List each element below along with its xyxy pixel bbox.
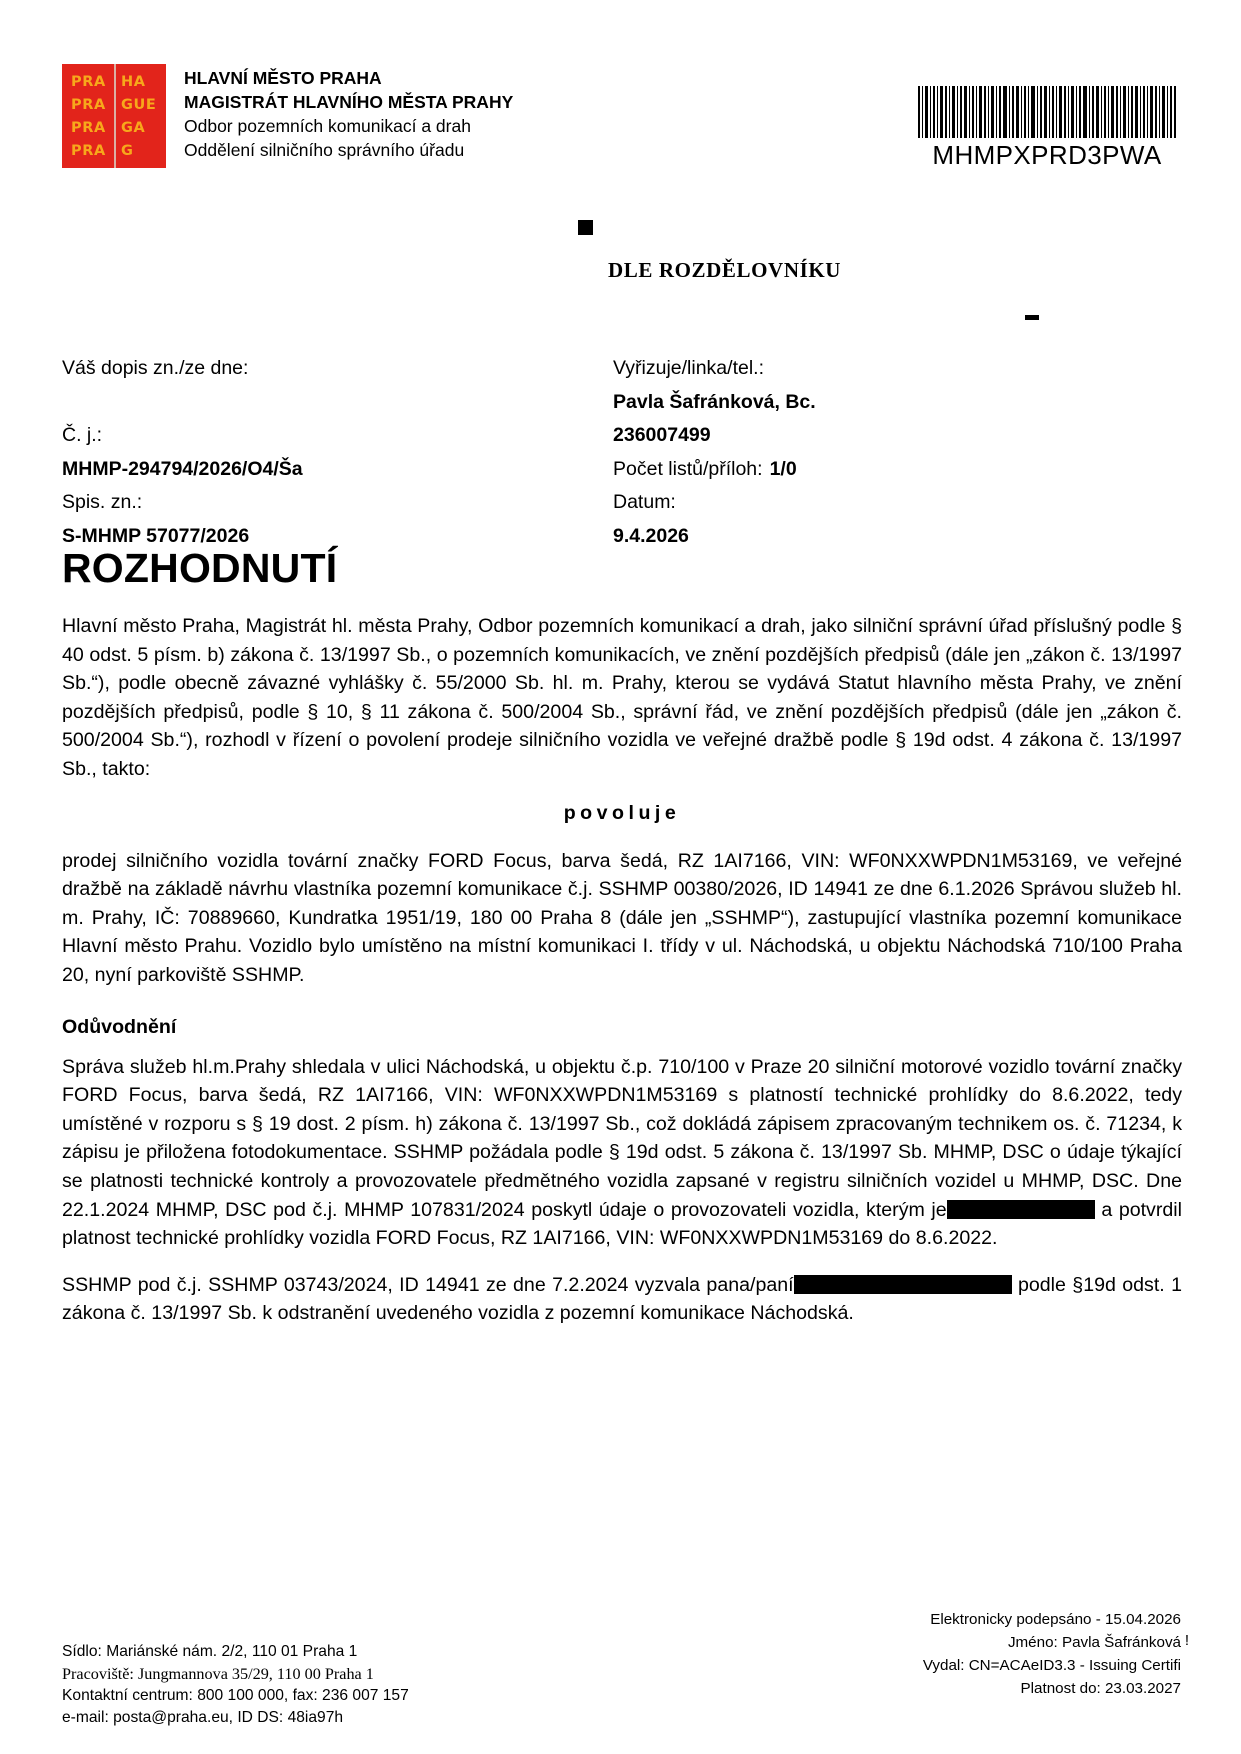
- reasoning-heading: Odůvodnění: [62, 1015, 177, 1038]
- document-footer: [62, 1641, 622, 1729]
- logo-text-left: PRA: [71, 142, 106, 159]
- paragraph-intro: Hlavní město Praha, Magistrát hl. města Prahy, Odbor pozemních komunikací a drah, jako silniční správní úřad příslušný podle § 40 odst. 5 písm. b) zákona č. 13/1997 Sb., o pozemních komunikacích, ve znění pozdějších předpisů (dále jen „zákon č. 13/1997 Sb.“), podle obecně závazné vyhlášky č. 55/2000 Sb. hl. m. Prahy, kterou se vydává Statut hlavního města Prahy, ve znění pozdějších předpisů, podle § 10, § 11 zákona č. 500/2004 Sb., správní řád, ve znění pozdějších předpisů (dále jen „zákon č. 500/2004 Sb.“), rozhodl v řízení o povolení prodeje silničního vozidla ve veřejné dražbě podle § 19d odst. 4 zákona č. 13/1997 Sb., takto:: [62, 615, 1182, 780]
- barcode-icon: [918, 86, 1176, 138]
- barcode-block: [912, 86, 1182, 171]
- address-marker-dash: [1025, 315, 1039, 320]
- paragraph-ruling: prodej silničního vozidla tovární značky FORD Focus, barva šedá, RZ 1AI7166, VIN: WF0NXXWPDN1M53169, ve veřejné dražbě na základě návrhu vlastníka pozemní komunikace č.j. SSHMP 00380/2026, ID 14941 ze dne 6.1.2026 Správou služeb hl. m. Prahy, IČ: 70889660, Kundratka 1951/19, 180 00 Praha 8 (dále jen „SSHMP“), zastupující vlastníka pozemní komunikace Hlavní město Prahu. Vozidlo bylo umístěno na místní komunikaci I. třídy v ul. Náchodská, u objektu Náchodská 710/100 Praha 20, nyní parkoviště SSHMP.: [62, 849, 1182, 986]
- barcode-value: MHMPXPRD3PWA: [932, 140, 1162, 170]
- paragraph-reasoning-1: [62, 1053, 1182, 1253]
- sheet-count-label: Počet listů/příloh:: [613, 457, 763, 480]
- date-label: Datum:: [613, 491, 676, 513]
- footer-office: Pracoviště: Jungmannova 35/29, 110 00 Praha 1: [62, 1665, 374, 1683]
- file-number-label: Spis. zn.:: [62, 491, 143, 513]
- logo-divider: [114, 64, 116, 168]
- logo-text-right: HA: [121, 73, 146, 90]
- logo-text-left: PRA: [71, 119, 106, 136]
- footer-contact: Kontaktní centrum: 800 100 000, fax: 236 007 157: [62, 1687, 409, 1704]
- recipient-label: DLE ROZDĚLOVNÍKU: [608, 258, 842, 282]
- footer-email: e-mail: posta@praha.eu, ID DS: 48ia97h: [62, 1709, 344, 1726]
- ruling-keyword: povoluje: [563, 801, 681, 824]
- org-line-city: HLAVNÍ MĚSTO PRAHA: [184, 68, 382, 88]
- document-header: [62, 58, 1182, 188]
- esign-validity-line: Platnost do: 23.03.2027: [1020, 1680, 1181, 1697]
- electronic-signature-block: [851, 1608, 1189, 1700]
- address-marker-square: [578, 220, 593, 235]
- your-letter-label: Váš dopis zn./ze dne:: [62, 357, 249, 379]
- reasoning-2-text-after: podle §19d odst. 1 zákona č. 13/1997 Sb. k odstranění uvedeného vozidla z pozemní komunikace Náchodská.: [62, 1273, 1182, 1325]
- org-line-magistrate: MAGISTRÁT HLAVNÍHO MĚSTA PRAHY: [184, 92, 514, 112]
- sheet-count-row: [613, 453, 1153, 487]
- praha-logo: [62, 64, 166, 168]
- file-number-value: S-MHMP 57077/2026: [62, 524, 250, 547]
- logo-text-left: PRA: [71, 73, 106, 90]
- handler-label: Vyřizuje/linka/tel.:: [613, 357, 765, 379]
- org-line-division: Oddělení silničního správního úřadu: [184, 140, 465, 160]
- metadata-right-column: [613, 352, 1153, 553]
- reasoning-2-text-before: SSHMP pod č.j. SSHMP 03743/2024, ID 14941 ze dne 7.2.2024 vyzvala pana/paní: [62, 1273, 794, 1296]
- logo-text-right: GA: [121, 119, 146, 136]
- footer-address: Sídlo: Mariánské nám. 2/2, 110 01 Praha 1: [62, 1643, 358, 1660]
- page-title: ROZHODNUTÍ: [62, 545, 338, 591]
- esign-issuer-line: Vydal: CN=ACAeID3.3 - Issuing Certifi: [922, 1657, 1181, 1674]
- esign-name-line: Jméno: Pavla Šafránková: [1007, 1634, 1181, 1651]
- reference-label: Č. j.:: [62, 424, 103, 446]
- esign-signed-line: Elektronicky podepsáno - 15.04.2026: [930, 1611, 1181, 1628]
- date-value: 9.4.2026: [613, 524, 689, 547]
- esign-marker: !: [1184, 1632, 1189, 1649]
- document-body: [62, 612, 1182, 1346]
- organization-block: [184, 66, 513, 162]
- reasoning-1-text-after: a potvrdil platnost technické prohlídky vozidla FORD Focus, RZ 1AI7166, VIN: WF0NXXWPDN1M53169 do 8.6.2022.: [62, 1198, 1182, 1250]
- handler-name: Pavla Šafránková, Bc.: [613, 390, 816, 413]
- redaction-bar: [947, 1200, 1095, 1219]
- logo-text-right: GUE: [121, 96, 157, 113]
- redaction-bar: [794, 1275, 1012, 1294]
- sheet-count-value: 1/0: [769, 457, 797, 480]
- handler-phone: 236007499: [613, 424, 711, 446]
- logo-text-right: G: [121, 142, 134, 159]
- reasoning-1-text-before: Správa služeb hl.m.Prahy shledala v ulici Náchodská, u objektu č.p. 710/100 v Praze 20 silniční motorové vozidlo tovární značky FORD Focus, barva šedá, RZ 1AI7166, VIN: WF0NXXWPDN1M53169 s platností technické prohlídky do 8.6.2022, tedy umístěné v rozporu s § 19 dost. 2 písm. h) zákona č. 13/1997 Sb., což dokládá zápisem zpracovaným technikem os. č. 71234, k zápisu je přiložena fotodokumentace. SSHMP požádala podle § 19d odst. 5 zákona č. 13/1997 Sb. MHMP, DSC o údaje týkající se platnosti technické kontroly a provozovatele předmětného vozidla zapsané v registru silničních vozidel u MHMP, DSC. Dne 22.1.2024 MHMP, DSC pod č.j. MHMP 107831/2024 poskytl údaje o provozovateli vozidla, kterým je: [62, 1055, 1182, 1221]
- paragraph-reasoning-2: [62, 1271, 1182, 1328]
- org-line-department: Odbor pozemních komunikací a drah: [184, 116, 471, 136]
- metadata-left-column: [62, 352, 602, 553]
- reference-value: MHMP-294794/2026/O4/Ša: [62, 457, 303, 480]
- logo-text-left: PRA: [71, 96, 106, 113]
